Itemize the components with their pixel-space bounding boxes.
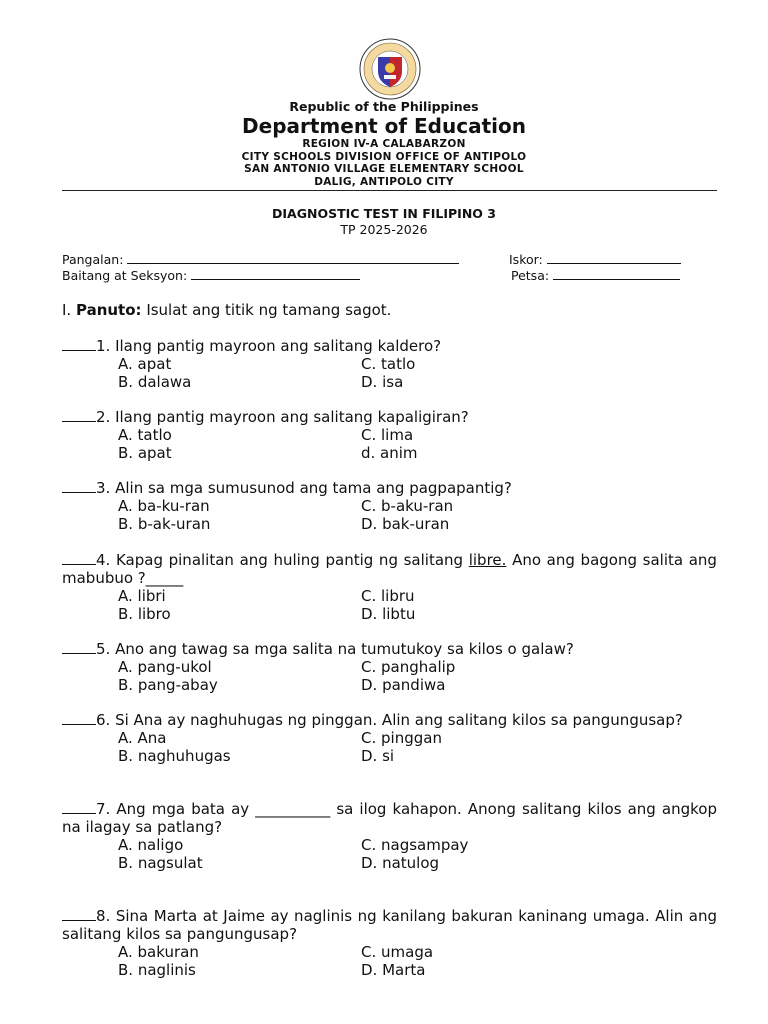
score-field[interactable] — [509, 252, 681, 267]
option-c: C. panghalip — [361, 658, 456, 676]
grade-section-label: Baitang at Seksyon: — [62, 268, 188, 283]
question-number: 5. — [96, 640, 111, 658]
instructions-label: Panuto: — [75, 301, 142, 319]
question-text: Ilang pantig mayroon ang salitang kaldero? — [115, 337, 442, 355]
question-1 — [62, 337, 717, 391]
option-a: A. naligo — [118, 836, 184, 854]
score-label: Iskor: — [509, 252, 543, 267]
option-c: C. b-aku-ran — [361, 497, 454, 515]
question-number: 7. — [96, 800, 111, 818]
option-d: D. natulog — [361, 854, 440, 872]
option-d: d. anim — [361, 444, 418, 462]
school-line: SAN ANTONIO VILLAGE ELEMENTARY SCHOOL — [244, 163, 524, 175]
answer-blank[interactable] — [62, 338, 96, 351]
question-text-continued: Ano ang bagong salita ang mabubuo ?_____ — [62, 551, 717, 587]
question-text: Kapag pinalitan ang huling pantig ng salitang — [115, 551, 464, 569]
deped-seal-logo — [347, 38, 433, 100]
option-b: B. pang-abay — [118, 676, 218, 694]
score-line[interactable] — [547, 252, 681, 264]
question-text: Ang mga bata ay __________ sa ilog kahapon. Anong salitang kilos ang angkop na ilagay sa patlang? — [62, 800, 717, 836]
underlined-word: libre. — [468, 551, 507, 569]
option-c: C. libru — [361, 587, 415, 605]
school-year: TP 2025-2026 — [340, 222, 428, 237]
option-b: B. nagsulat — [118, 854, 203, 872]
question-number: 8. — [96, 907, 111, 925]
option-d: D. Marta — [361, 961, 426, 979]
section-number: I. — [62, 301, 72, 319]
name-field[interactable] — [62, 252, 459, 267]
question-3 — [62, 479, 717, 533]
option-d: D. bak-uran — [361, 515, 450, 533]
department-heading: Department of Education — [242, 114, 526, 138]
answer-blank[interactable] — [62, 552, 96, 565]
grade-section-field[interactable] — [62, 268, 360, 283]
republic-heading: Republic of the Philippines — [289, 99, 479, 114]
question-text: Ilang pantig mayroon ang salitang kapaligiran? — [115, 408, 469, 426]
option-a: A. bakuran — [118, 943, 199, 961]
question-7 — [62, 800, 717, 872]
option-a: A. libri — [118, 587, 166, 605]
option-b: B. naglinis — [118, 961, 196, 979]
option-a: A. tatlo — [118, 426, 172, 444]
option-b: B. apat — [118, 444, 172, 462]
option-d: D. libtu — [361, 605, 416, 623]
answer-blank[interactable] — [62, 480, 96, 493]
option-a: A. Ana — [118, 729, 167, 747]
answer-blank[interactable] — [62, 801, 96, 814]
question-number: 2. — [96, 408, 111, 426]
question-number: 1. — [96, 337, 111, 355]
grade-section-line[interactable] — [191, 268, 360, 280]
question-6 — [62, 711, 717, 765]
test-title: DIAGNOSTIC TEST IN FILIPINO 3 — [272, 206, 496, 221]
question-8 — [62, 907, 717, 979]
question-2 — [62, 408, 717, 462]
instructions — [62, 301, 391, 319]
answer-blank[interactable] — [62, 409, 96, 422]
option-a: A. pang-ukol — [118, 658, 212, 676]
option-a: A. ba-ku-ran — [118, 497, 210, 515]
region-line: REGION IV-A CALABARZON — [302, 138, 466, 150]
option-d: D. isa — [361, 373, 404, 391]
option-b: B. dalawa — [118, 373, 192, 391]
option-d: D. si — [361, 747, 395, 765]
option-c: C. nagsampay — [361, 836, 469, 854]
option-b: B. b-ak-uran — [118, 515, 211, 533]
address-line: DALIG, ANTIPOLO CITY — [314, 176, 454, 188]
name-label: Pangalan: — [62, 252, 124, 267]
question-number: 6. — [96, 711, 111, 729]
name-line[interactable] — [127, 252, 459, 264]
question-text: Ano ang tawag sa mga salita na tumutukoy sa kilos o galaw? — [115, 640, 574, 658]
question-number: 3. — [96, 479, 111, 497]
question-4 — [62, 551, 717, 623]
option-c: C. lima — [361, 426, 414, 444]
question-text: Si Ana ay naghuhugas ng pinggan. Alin ang salitang kilos sa pangungusap? — [115, 711, 683, 729]
option-c: C. tatlo — [361, 355, 416, 373]
answer-blank[interactable] — [62, 641, 96, 654]
header-divider — [62, 190, 717, 191]
option-b: B. libro — [118, 605, 171, 623]
question-text: Sina Marta at Jaime ay naglinis ng kanilang bakuran kaninang umaga. Alin ang salitang kilos sa pangungusap? — [62, 907, 717, 943]
question-number: 4. — [96, 551, 111, 569]
question-5 — [62, 640, 717, 694]
answer-blank[interactable] — [62, 712, 96, 725]
option-a: A. apat — [118, 355, 172, 373]
date-field[interactable] — [511, 268, 680, 283]
date-line[interactable] — [553, 268, 680, 280]
answer-blank[interactable] — [62, 908, 96, 921]
option-c: C. umaga — [361, 943, 434, 961]
option-c: C. pinggan — [361, 729, 442, 747]
option-b: B. naghuhugas — [118, 747, 231, 765]
option-d: D. pandiwa — [361, 676, 446, 694]
division-line: CITY SCHOOLS DIVISION OFFICE OF ANTIPOLO — [241, 151, 527, 163]
instructions-text: Isulat ang titik ng tamang sagot. — [146, 301, 392, 319]
date-label: Petsa: — [511, 268, 550, 283]
question-text: Alin sa mga sumusunod ang tama ang pagpapantig? — [115, 479, 512, 497]
